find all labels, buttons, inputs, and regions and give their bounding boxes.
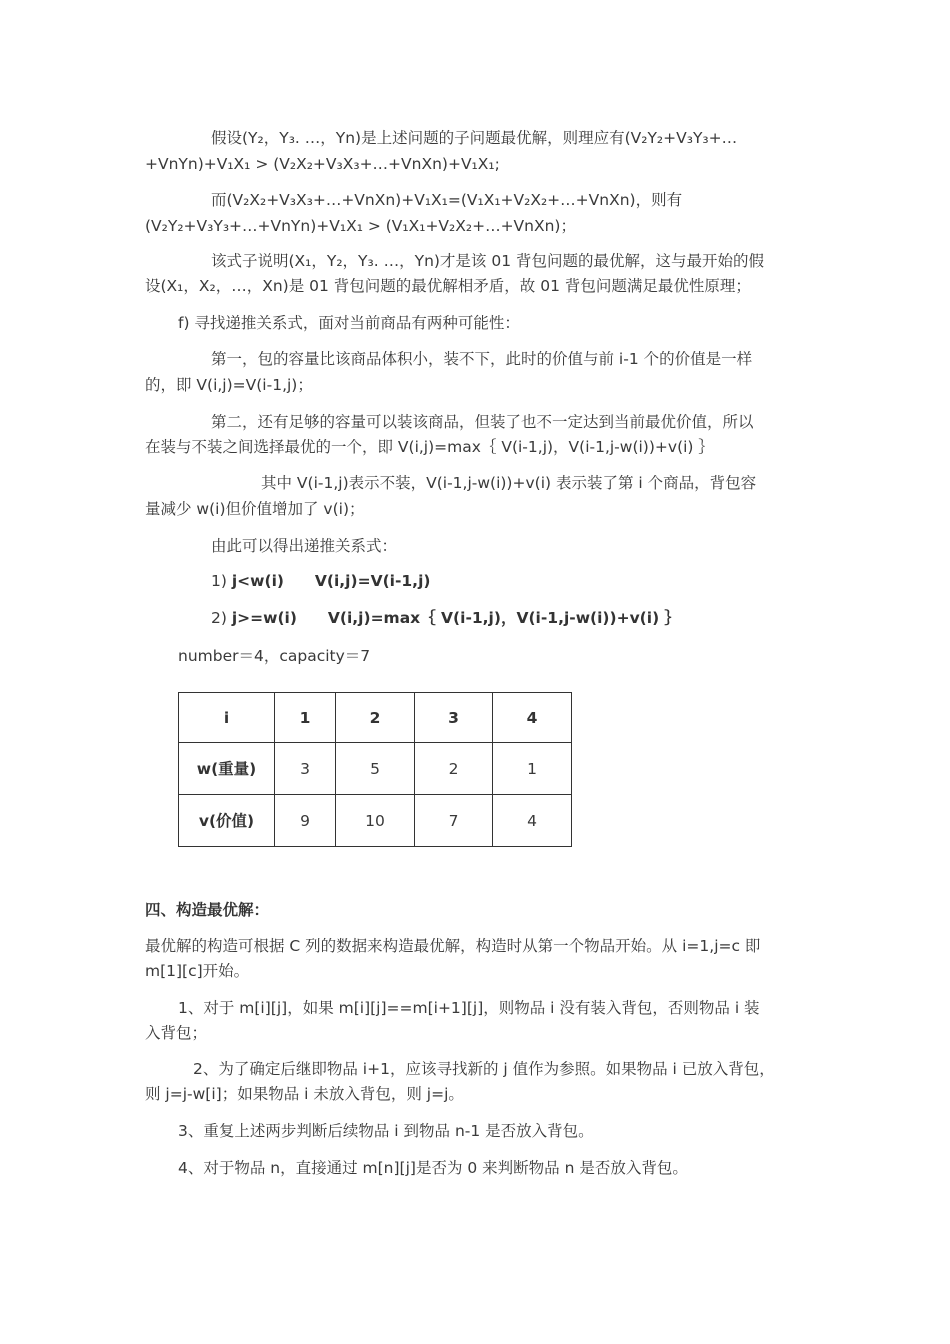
formula-condition: j<w(i) bbox=[231, 572, 284, 590]
paragraph-line: 而(V₂X₂+V₃X₃+…+VnXn)+V₁X₁=(V₁X₁+V₂X₂+…+VnXn)，则有 bbox=[211, 191, 683, 209]
params-line: number＝4，capacity＝7 bbox=[178, 647, 371, 665]
table-row bbox=[179, 743, 572, 795]
paragraph-line: 则 j=j-w[i]；如果物品 i 未放入背包，则 j=j。 bbox=[145, 1085, 464, 1103]
formula-condition: j>=w(i) bbox=[231, 609, 297, 627]
table-cell: 9 bbox=[275, 795, 336, 847]
paragraph-line: 量减少 w(i)但价值增加了 v(i)； bbox=[145, 500, 365, 518]
knapsack-table bbox=[178, 692, 572, 847]
paragraph-line: 入背包； bbox=[145, 1024, 208, 1042]
table-cell: 5 bbox=[336, 743, 415, 795]
formula-expression: V(i,j)=max｛ V(i-1,j)，V(i-1,j-w(i))+v(i) ｝ bbox=[327, 609, 681, 627]
table-cell: 7 bbox=[415, 795, 493, 847]
paragraph-line: 第一，包的容量比该商品体积小，装不下，此时的价值与前 i-1 个的价值是一样 bbox=[211, 350, 753, 368]
table-header-cell: 2 bbox=[336, 693, 415, 743]
paragraph-line: 该式子说明(X₁，Y₂，Y₃. …，Yn)才是该 01 背包问题的最优解，这与最开始的假 bbox=[211, 252, 765, 270]
formula-number: 1) bbox=[211, 572, 227, 590]
table-cell: 2 bbox=[415, 743, 493, 795]
paragraph-line: f) 寻找递推关系式，面对当前商品有两种可能性： bbox=[178, 314, 520, 332]
table-row-label: v(价值) bbox=[179, 795, 275, 847]
table-header-cell: 1 bbox=[275, 693, 336, 743]
paragraph-line: 3、重复上述两步判断后续物品 i 到物品 n-1 是否放入背包。 bbox=[178, 1122, 594, 1140]
table-cell: 3 bbox=[275, 743, 336, 795]
table-cell: 1 bbox=[493, 743, 572, 795]
paragraph-line: 1、对于 m[i][j]，如果 m[i][j]==m[i+1][j]，则物品 i 没有装入背包，否则物品 i 装 bbox=[178, 999, 760, 1017]
recurrence-formula-2 bbox=[211, 605, 680, 631]
paragraph-line: 2、为了确定后继即物品 i+1，应该寻找新的 j 值作为参照。如果物品 i 已放入背包， bbox=[193, 1060, 775, 1078]
formula-expression: V(i,j)=V(i-1,j) bbox=[314, 572, 431, 590]
paragraph-line: m[1][c]开始。 bbox=[145, 962, 250, 980]
table-cell: 4 bbox=[493, 795, 572, 847]
paragraph-line: 第二，还有足够的容量可以装该商品，但装了也不一定达到当前最优价值，所以 bbox=[211, 413, 754, 431]
paragraph-line: 的，即 V(i,j)=V(i-1,j)； bbox=[145, 376, 313, 394]
table-header-cell: 4 bbox=[493, 693, 572, 743]
table-row bbox=[179, 795, 572, 847]
table-header-row bbox=[179, 693, 572, 743]
paragraph-line: 最优解的构造可根据 C 列的数据来构造最优解，构造时从第一个物品开始。从 i=1,j=c 即 bbox=[145, 937, 761, 955]
table-header-cell: 3 bbox=[415, 693, 493, 743]
paragraph-line: 假设(Y₂，Y₃. …，Yn)是上述问题的子问题最优解，则理应有(V₂Y₂+V₃Y₃+… bbox=[211, 129, 738, 147]
paragraph-line: 设(X₁，X₂，…，Xn)是 01 背包问题的最优解相矛盾，故 01 背包问题满足最优性原理； bbox=[145, 277, 751, 295]
table-header-cell: i bbox=[179, 693, 275, 743]
paragraph-line: +VnYn)+V₁X₁ > (V₂X₂+V₃X₃+…+VnXn)+V₁X₁; bbox=[145, 155, 500, 173]
recurrence-formula-1 bbox=[211, 568, 430, 594]
paragraph-line: 4、对于物品 n，直接通过 m[n][j]是否为 0 来判断物品 n 是否放入背包。 bbox=[178, 1159, 688, 1177]
paragraph-line: (V₂Y₂+V₃Y₃+…+VnYn)+V₁X₁ > (V₁X₁+V₂X₂+…+VnXn)； bbox=[145, 217, 576, 235]
formula-number: 2) bbox=[211, 609, 227, 627]
paragraph-line: 其中 V(i-1,j)表示不装，V(i-1,j-w(i))+v(i) 表示装了第 i 个商品，背包容 bbox=[261, 474, 757, 492]
paragraph-line: 在装与不装之间选择最优的一个，即 V(i,j)=max｛ V(i-1,j)，V(i-1,j-w(i))+v(i) ｝ bbox=[145, 438, 714, 456]
paragraph-line: 由此可以得出递推关系式： bbox=[211, 537, 398, 555]
section-heading: 四、构造最优解： bbox=[145, 901, 270, 919]
table-row-label: w(重量) bbox=[179, 743, 275, 795]
table-cell: 10 bbox=[336, 795, 415, 847]
